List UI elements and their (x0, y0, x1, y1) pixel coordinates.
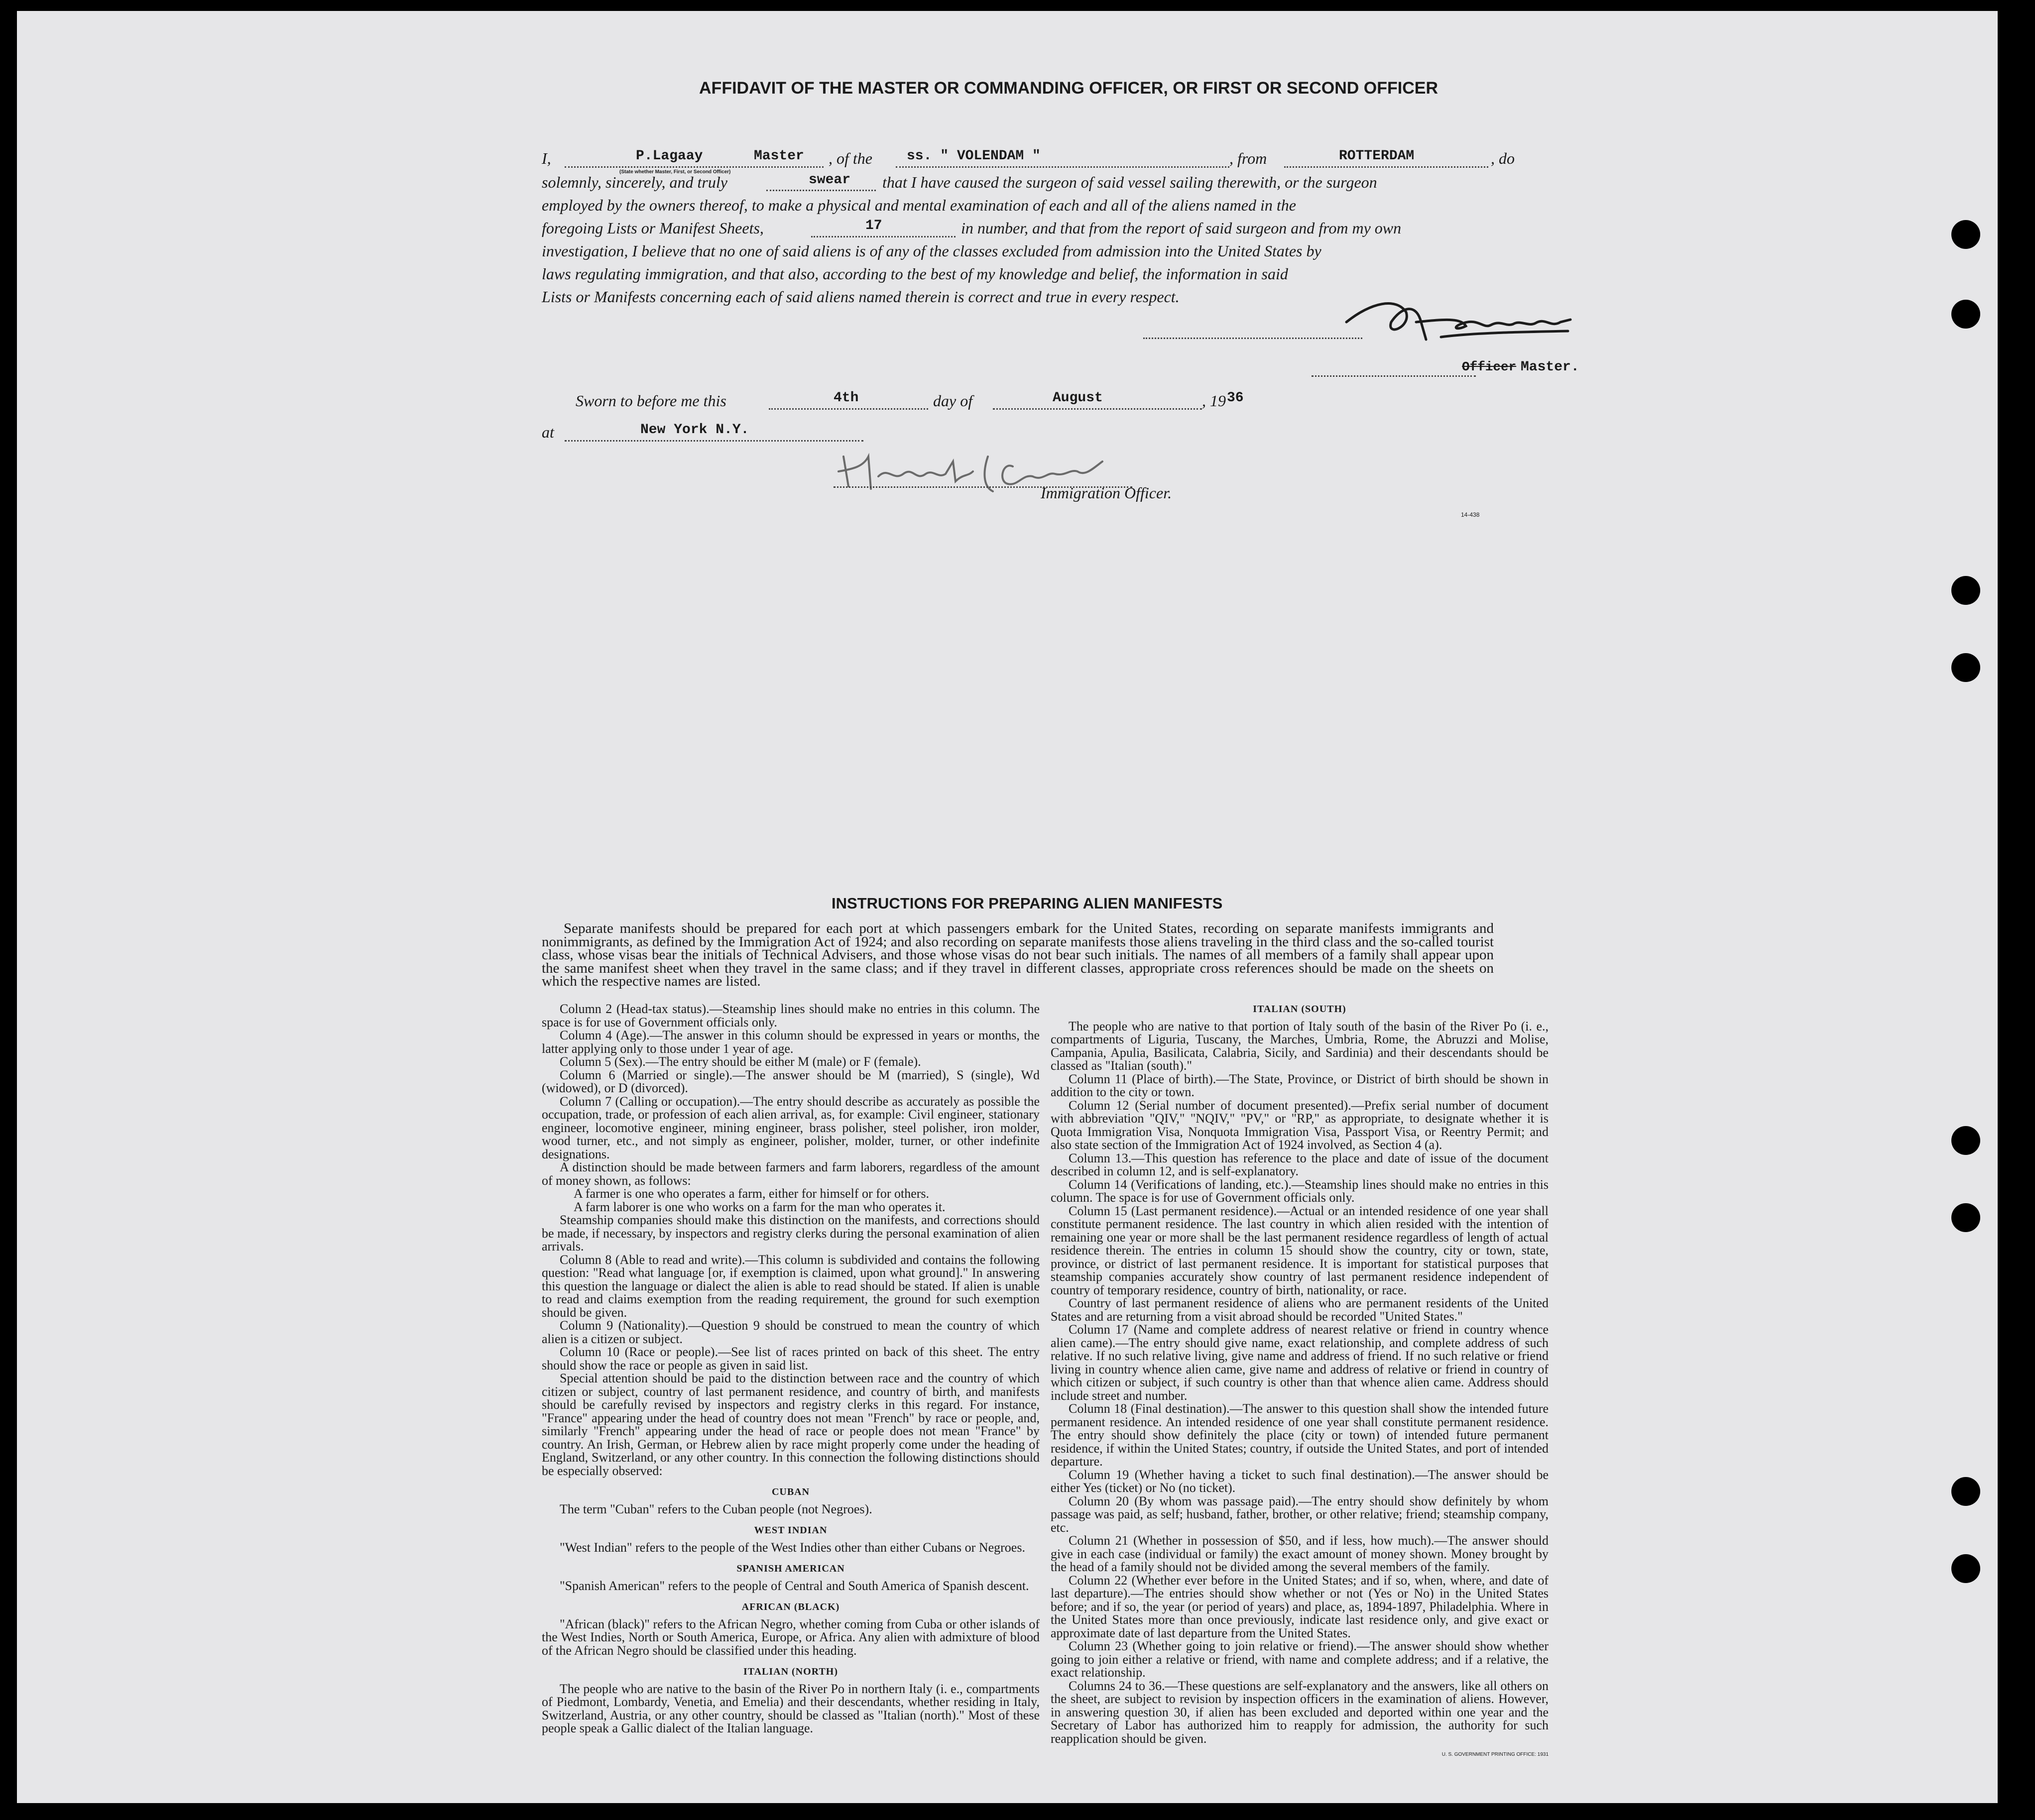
col17-text: Column 17 (Name and complete address of nearest relative or friend in country whence alien came).—The entry should give name, exact relationship, and complete address of such relative. If no such relative living, give name and address of friend. If no such relative or friend living in country whence alien came, give name and address of relative or friend in country of which citizen or subject, if such country is other than that whence alien came. Address should include street and number. (1051, 1322, 1549, 1403)
instructions-title: INSTRUCTIONS FOR PREPARING ALIEN MANIFESTS (832, 895, 1223, 912)
at-text: at (542, 423, 554, 441)
master-name: P.Lagaay (636, 148, 703, 164)
col5-text: Column 5 (Sex).—The entry should be either M (male) or F (female). (560, 1054, 921, 1069)
port-underline (1284, 166, 1488, 168)
instructions-right-column (1051, 1003, 1549, 1762)
african-heading: AFRICAN (BLACK) (741, 1601, 840, 1612)
col20-text: Column 20 (By whom was passage paid).—The entry should show definitely by whom passage was paid, as self; husband, father, brother, or other relative; friend; steamship company, etc. (1051, 1493, 1549, 1535)
punch-hole (1951, 576, 1980, 605)
sworn-month: August (1053, 390, 1103, 406)
departure-port: ROTTERDAM (1339, 148, 1415, 164)
signature-underline (1143, 338, 1362, 339)
affidavit-text-3a: foregoing Lists or Manifest Sheets, (542, 219, 764, 237)
italian-north-heading: ITALIAN (NORTH) (743, 1666, 838, 1677)
col7-text: Column 7 (Calling or occupation).—The entry should describe as accurately as possible the occupation, trade, or profession of each alien arrival, as, for example: Civil engineer, stationary engineer, locomotive engineer, mining engineer, brass polisher, steel polisher, iron molder, wood turner, etc., and not simply as engineer, polisher, molder, turner, or other indefinite designations. (542, 1094, 1040, 1161)
col2-text: Column 2 (Head-tax status).—Steamship lines should make no entries in this column. The space is for use of Government officials only. (542, 1002, 1040, 1029)
printing-office-note (1051, 1745, 1549, 1762)
instructions-intro (542, 922, 1494, 988)
affidavit-text-5: laws regulating immigration, and that also, according to the best of my knowledge and belief, the information in said (542, 265, 1288, 283)
officer-struck: Officer (1462, 359, 1517, 374)
col8-text: Column 8 (Able to read and write).—This column is subdivided and contains the following question: "Read what language [or, if exemption is claimed, upon what ground]." In answering this question the language or dialect the alien is able to read should be stated. If alien is unable to read and claims exemption from the reading requirement, the ground for such exemption should be given. (542, 1252, 1040, 1320)
affidavit-text-2: employed by the owners thereof, to make a physical and mental examination of each and all of the aliens named in the (542, 196, 1296, 214)
col12-text: Column 12 (Serial number of document presented).—Prefix serial number of document with abbreviation "QIV," "NQIV," "PV," or "RP," as appropriate, to designate whether it is Quota Immigration Visa, Nonquota Immigration Visa, Passport Visa, or Reentry Permit; and also state section of the Immigration Act of 1924 involved, as Section 4 (a). (1051, 1098, 1549, 1152)
farm-laborer-text: A farm laborer is one who works on a farm for the man who operates it. (574, 1199, 946, 1214)
col15-text: Column 15 (Last permanent residence).—Actual or an intended residence of one year shall constitute permanent residence. The last country in which alien resided with the intention of remaining one year or more shall be the last permanent residence regardless of length of actual residence therein. The entries in column 15 should show the country, city or town, state, province, or district of last permanent residence. It is important for statistical purposes that steamship companies accurately show country of last permanent residence independent of country of temporary residence, country of birth, nationality, or race. (1051, 1203, 1549, 1297)
affidavit-do: , do (1491, 149, 1515, 167)
oath-underline (766, 190, 876, 191)
year-prefix: , 19 (1202, 392, 1226, 410)
form-number: 14-438 (1461, 511, 1480, 518)
spanish-american-text: "Spanish American" refers to the people of Central and South America of Spanish descent. (560, 1578, 1029, 1593)
distinction-text: A distinction should be made between farmers and farm laborers, regardless of the amount of money shown, as follows: (542, 1160, 1040, 1188)
day-of-text: day of (933, 392, 973, 410)
sheet-count: 17 (865, 218, 882, 233)
printing-office-text: U. S. GOVERNMENT PRINTING OFFICE: 1931 (1441, 1752, 1549, 1757)
punch-hole (1951, 1554, 1980, 1583)
place-underline (565, 440, 863, 442)
punch-hole (1951, 653, 1980, 682)
col19-text: Column 19 (Whether having a ticket to such final destination).—The answer should be either Yes (ticket) or No (no ticket). (1051, 1467, 1549, 1495)
intro-text: Separate manifests should be prepared for each port at which passengers embark for the United States, recording on separate manifests immigrants and nonimmigrants, as defined by the Immigration Act of 1924; and also recording on separate manifests those aliens traveling in the third class and the so-called tourist class, whose visas bear the initials of Technical Advisers, and those whose visas do not bear such initials. The names of all members of a family shall appear upon the same manifest sheet when they travel in the same class; and if they travel in different classes, appropriate cross references should be made on the sheets on which the respective names are listed. (542, 920, 1494, 989)
special-attention-text: Special attention should be paid to the distinction between race and the country of which citizen or subject, country of last permanent residence, and country of birth, and manifests should be carefully revised by inspectors and registry clerks in this regard. For instance, "France" appearing under the head of country does not mean "French" by race or people, and, similarly "French" appearing under the head of race or people does not mean "France" by country. An Irish, German, or Hebrew alien by race might properly come under the heading of England, Switzerland, or any other country. In this connection the following distinctions should be especially observed: (542, 1371, 1040, 1478)
vessel-underline (896, 166, 1229, 168)
col23-text: Column 23 (Whether going to join relative or friend).—The answer should show whether going to join either a relative or friend, with name and complete address; and if a relative, the exact relationship. (1051, 1639, 1549, 1680)
sworn-day: 4th (834, 390, 859, 406)
sheets-underline (811, 236, 956, 237)
col11-text: Column 11 (Place of birth).—The State, Province, or District of birth should be shown in addition to the city or town. (1051, 1071, 1549, 1099)
col22-text: Column 22 (Whether ever before in the United States; and if so, when, where, and date of last departure).—The entries should show whether or not (Yes or No) in the United States before; and if so, the year (or period of years) and place, as, 1894-1897, Philadelphia. Where in the United States more than once previously, indicate last residence only, and give exact or approximate date of last departure from the United States. (1051, 1573, 1549, 1640)
col13-text: Column 13.—This question has reference to the place and date of issue of the document described in column 12, and is self-explanatory. (1051, 1150, 1549, 1178)
affidavit-solemnly: solemnly, sincerely, and truly (542, 173, 727, 191)
officer-title: Master. (1521, 359, 1579, 375)
west-indian-heading: WEST INDIAN (754, 1525, 828, 1536)
affidavit-of-the: , of the (829, 149, 872, 167)
steamship-text: Steamship companies should make this distinction on the manifests, and corrections should be made, if necessary, by inspectors and registry clerks during the personal examination of alien arrivals. (542, 1213, 1040, 1253)
day-underline (769, 408, 928, 410)
spanish-american-heading: SPANISH AMERICAN (736, 1563, 845, 1574)
col18-text: Column 18 (Final destination).—The answer to this question shall show the intended future permanent residence. An intended residence of one year shall constitute permanent residence. The entry should show definitely the place (city or town) of intended future permanent residence, if within the United States; country, if outside the United States, and port of intended departure. (1051, 1401, 1549, 1469)
punch-hole (1951, 1203, 1980, 1232)
affidavit-title: AFFIDAVIT OF THE MASTER OR COMMANDING OFFICER, OR FIRST OR SECOND OFFICER (699, 79, 1438, 98)
affidavit-text-6: Lists or Manifests concerning each of said aliens named therein is correct and true in every respect. (542, 288, 1180, 306)
italian-south-text: The people who are native to that portion of Italy south of the basin of the River Po (i. e., compartments of Liguria, Tuscany, the Marches, Umbria, Rome, the Abruzzi and Molise, Campania, Apulia, Basilicata, Calabria, Sicily, and Sardinia) and their descendants should be classed as "Italian (south)." (1051, 1019, 1549, 1073)
west-indian-text: "West Indian" refers to the people of the West Indies other than either Cubans or Negroes. (560, 1540, 1025, 1555)
farmer-text: A farmer is one who operates a farm, either for himself or for others. (574, 1186, 930, 1201)
col10-text: Column 10 (Race or people).—See list of races printed on back of this sheet. The entry should show the race or people as given in said list. (542, 1345, 1040, 1372)
punch-hole (1951, 220, 1980, 249)
african-text: "African (black)" refers to the African Negro, whether coming from Cuba or other islands of the West Indies, North or South America, Europe, or Africa. Any alien with admixture of blood of the African Negro should be classified under this heading. (542, 1616, 1040, 1658)
cuban-text: The term "Cuban" refers to the Cuban people (not Negroes). (560, 1501, 872, 1516)
month-underline (993, 408, 1202, 410)
affidavit-text-1: that I have caused the surgeon of said vessel sailing therewith, or the surgeon (882, 173, 1377, 191)
punch-hole (1951, 300, 1980, 329)
affidavit-text-3b: in number, and that from the report of said surgeon and from my own (961, 219, 1402, 237)
col9-text: Column 9 (Nationality).—Question 9 should be construed to mean the country of which alien is a citizen or subject. (542, 1318, 1040, 1346)
title-underline (1312, 375, 1476, 377)
col21-text: Column 21 (Whether in possession of $50, and if less, how much).—The answer should give in each case (individual or family) the exact amount of money shown. Money brought by the head of a family should not be divided among the several members of the family. (1051, 1533, 1549, 1574)
sworn-text: Sworn to before me this (576, 392, 726, 410)
document-sheet (17, 11, 1998, 1803)
col4-text: Column 4 (Age).—The answer in this column should be expressed in years or months, the latter applying only to those under 1 year of age. (542, 1028, 1040, 1056)
cuban-heading: CUBAN (771, 1486, 810, 1497)
name-underline (565, 166, 824, 168)
vessel-name: ss. " VOLENDAM " (907, 148, 1041, 164)
punch-hole (1951, 1126, 1980, 1155)
italian-south-heading: ITALIAN (SOUTH) (1253, 1004, 1346, 1015)
affidavit-from: , from (1229, 149, 1267, 167)
col24-36-text: Columns 24 to 36.—These questions are self-explanatory and the answers, like all others on the sheet, are subject to revision by inspection officers in the examination of aliens. However, in answering question 30, if alien has been excluded and deported within one year and the Secretary of Labor has authorized him to reapply for admission, the authority for such reapplication should be given. (1051, 1678, 1549, 1746)
affidavit-text-4: investigation, I believe that no one of said aliens is of any of the classes excluded from admission into the United States by (542, 242, 1321, 260)
immigration-officer-label: Immigration Officer. (1041, 484, 1172, 502)
punch-hole (1951, 1477, 1980, 1506)
country-residence-text: Country of last permanent residence of aliens who are permanent residents of the United States and are returning from a visit abroad should be recorded "United States." (1051, 1296, 1549, 1324)
rank-note: (State whether Master, First, or Second Officer) (619, 169, 731, 175)
italian-north-text: The people who are native to the basin of the River Po in northern Italy (i. e., compartments of Piedmont, Lombardy, Venetia, and Emelia) and their descendants, whether residing in Italy, Switzerland, Austria, or any other country, should be classed as "Italian (north)." Most of these people speak a Gallic dialect of the Italian language. (542, 1681, 1040, 1735)
affidavit-i: I, (542, 149, 551, 167)
col6-text: Column 6 (Married or single).—The answer should be M (married), S (single), Wd (widowed), or D (divorced). (542, 1067, 1040, 1095)
master-signature (1341, 292, 1575, 352)
oath-word: swear (809, 172, 851, 188)
col14-text: Column 14 (Verifications of landing, etc.).—Steamship lines should make no entries in this column. The space is for use of Government officials only. (1051, 1177, 1549, 1205)
instructions-left-column (542, 1003, 1040, 1735)
sworn-place: New York N.Y. (640, 422, 749, 438)
master-rank: Master (754, 148, 804, 164)
sworn-year: 36 (1227, 390, 1244, 406)
